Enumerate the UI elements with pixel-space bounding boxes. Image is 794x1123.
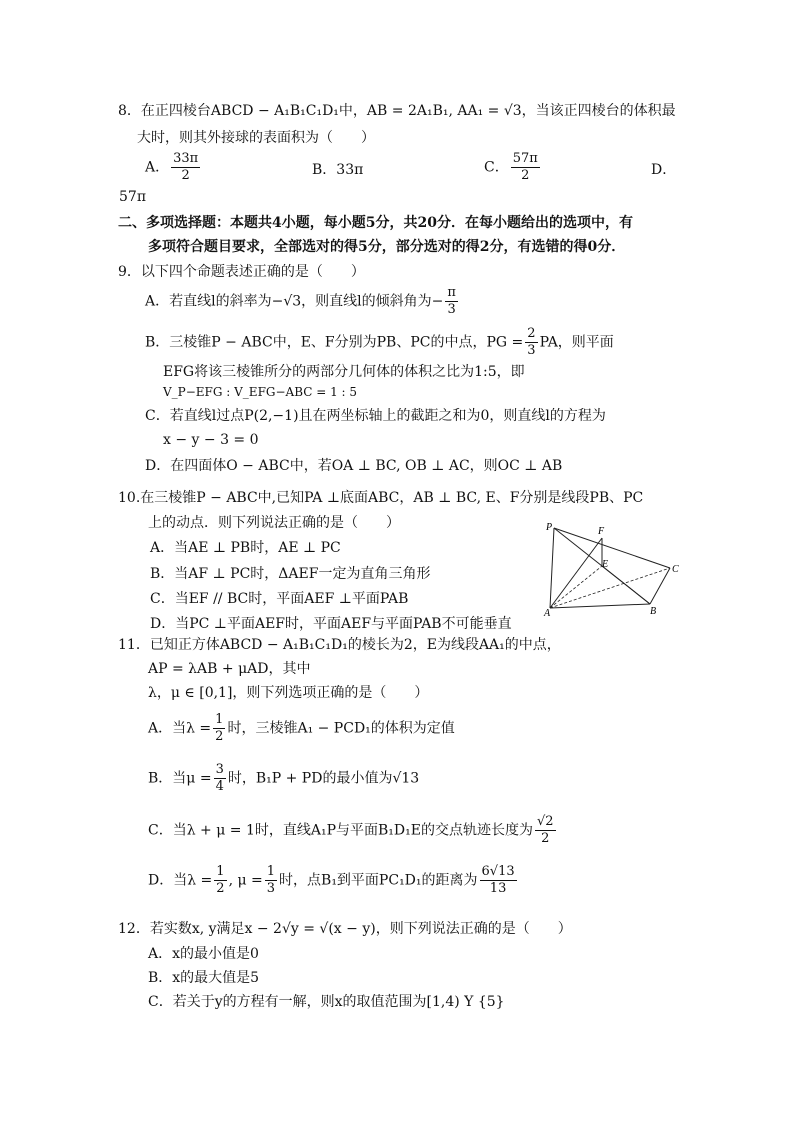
q11-option-a [148, 712, 455, 745]
q11-option-a-text-end: 时，三棱锥A₁ − PCD₁的体积为定值 [227, 720, 455, 737]
q12-stem: 12．若实数x, y满足x − 2√y = √(x − y)，则下列说法正确的是（ ） [118, 921, 572, 937]
q8-option-a [145, 151, 202, 184]
q10-option-a: A．当AE ⊥ PB时，AE ⊥ PC [150, 540, 341, 556]
q11-option-a-fraction [213, 712, 225, 745]
q10-option-d: D．当PC ⊥平面AEF时，平面AEF与平面PAB不可能垂直 [150, 616, 512, 632]
q9-option-b-fraction [525, 326, 537, 359]
q10-figure-label-e: E [602, 559, 609, 570]
q8-option-c-label: C． [484, 159, 509, 176]
q8-option-a-fraction [171, 151, 200, 184]
q10-option-c: C．当EF // BC时，平面AEF ⊥平面PAB [150, 591, 409, 607]
q8-option-c-fraction [511, 151, 540, 184]
q9-option-a [145, 285, 460, 318]
q11-option-b-numerator: 3 [215, 762, 224, 777]
q11-option-d-distance-denominator: 13 [489, 881, 507, 896]
q11-option-d-fraction-mu [265, 864, 277, 897]
q10-figure-label-b: B [650, 606, 657, 617]
q12-option-a: A．x的最小值是0 [148, 946, 259, 962]
q11-option-d-fraction-distance [480, 864, 517, 897]
q9-option-b-denominator: 3 [527, 343, 536, 358]
q9-option-d: D．在四面体O − ABC中，若OA ⊥ BC, OB ⊥ AC，则OC ⊥ AB [145, 458, 563, 474]
q8-option-c [484, 151, 542, 184]
q11-option-d-lambda-denominator: 2 [216, 881, 225, 896]
q11-stem-line1: 11．已知正方体ABCD − A₁B₁C₁D₁的棱长为2，E为线段AA₁的中点， [118, 637, 561, 653]
q9-option-b-numerator: 2 [527, 326, 536, 341]
q9-option-a-fraction [445, 285, 458, 318]
q11-option-d [148, 864, 519, 897]
q11-option-c-numerator: √2 [536, 814, 554, 829]
q11-option-d-mid: , μ = [228, 872, 263, 889]
q9-option-a-numerator: π [447, 285, 456, 300]
q8-option-a-label: A． [145, 159, 170, 176]
q9-option-b-text: B．三棱锥P − ABC中，E、F分别为PB、PC的中点，PG = [145, 334, 524, 351]
q8-option-b: B．33π [312, 162, 364, 178]
q9-option-c-line1: C．若直线l过点P(2,−1)且在两坐标轴上的截距之和为0，则直线l的方程为 [145, 408, 606, 424]
q9-option-b-line1 [145, 326, 614, 359]
q11-option-c-denominator: 2 [541, 831, 550, 846]
q11-stem-line3: λ，μ ∈ [0,1]，则下列选项正确的是（ ） [148, 685, 429, 701]
section2-header-line1: 二、多项选择题：本题共4小题，每小题5分，共20分．在每小题给出的选项中，有 [118, 215, 633, 231]
q8-option-d-value: 57π [119, 189, 147, 205]
q11-option-b [148, 762, 419, 795]
q11-option-b-denominator: 4 [215, 779, 224, 794]
q11-option-a-text: A．当λ = [148, 720, 212, 737]
q9-option-b-line3: V_P−EFG : V_EFG−ABC = 1 : 5 [163, 385, 358, 399]
q10-figure-label-f: F [598, 526, 605, 537]
q12-option-c: C．若关于y的方程有一解，则x的取值范围为[1,4) Y {5} [148, 994, 505, 1010]
q8-option-c-numerator: 57π [512, 151, 538, 166]
q10-stem-line2: 上的动点．则下列说法正确的是（ ） [148, 515, 400, 531]
q11-option-c [148, 814, 558, 847]
q8-option-a-denominator: 2 [181, 168, 190, 183]
q8-stem-line2: 大时，则其外接球的表面积为（ ） [137, 130, 375, 146]
q9-option-a-denominator: 3 [447, 302, 456, 317]
q11-option-c-fraction [535, 814, 556, 847]
q11-option-d-fraction-lambda [214, 864, 226, 897]
q10-tetrahedron-figure [540, 520, 690, 620]
q11-option-b-text: B．当μ = [148, 770, 212, 787]
q11-option-a-numerator: 1 [215, 712, 224, 727]
q8-option-d-label: D． [651, 162, 677, 178]
q11-option-d-text-end: 时，点B₁到平面PC₁D₁的距离为 [279, 872, 478, 889]
q11-option-d-mu-numerator: 1 [266, 864, 276, 879]
q11-option-c-text: C．当λ + μ = 1时，直线A₁P与平面B₁D₁E的交点轨迹长度为 [148, 822, 533, 839]
q11-stem-line2: AP = λAB + μAD，其中 [148, 661, 311, 677]
q11-option-d-distance-numerator: 6√13 [481, 864, 515, 879]
q11-option-d-mu-denominator: 3 [266, 881, 276, 896]
q11-option-b-fraction [214, 762, 226, 795]
q8-option-c-denominator: 2 [521, 168, 530, 183]
section2-header-line2: 多项符合题目要求，全部选对的得5分，部分选对的得2分，有选错的得0分． [148, 239, 626, 255]
q11-option-d-text: D．当λ = [148, 872, 213, 889]
q8-stem-line1: 8．在正四棱台ABCD − A₁B₁C₁D₁中，AB = 2A₁B₁, AA₁ = √3，当该正四棱台的体积最 [118, 103, 676, 119]
q9-option-b-line2: EFG将该三棱锥所分的两部分几何体的体积之比为1:5，即 [163, 364, 525, 380]
q9-option-c-line2: x − y − 3 = 0 [163, 432, 259, 448]
q12-option-b: B．x的最大值是5 [148, 970, 260, 986]
q9-stem: 9．以下四个命题表述正确的是（ ） [118, 264, 365, 280]
q10-figure-label-p: P [546, 522, 553, 533]
q9-option-b-text-end: PA，则平面 [539, 334, 614, 351]
q11-option-a-denominator: 2 [215, 729, 224, 744]
q10-stem-line1: 10.在三棱锥P − ABC中,已知PA ⊥底面ABC，AB ⊥ BC, E、F分别是线段PB、PC [118, 490, 644, 506]
q11-option-b-text-end: 时，B₁P + PD的最小值为√13 [227, 770, 420, 787]
q9-option-a-text: A．若直线l的斜率为−√3，则直线l的倾斜角为− [145, 293, 444, 310]
q8-option-a-numerator: 33π [173, 151, 199, 166]
q10-figure-label-c: C [672, 564, 679, 575]
q11-option-d-lambda-numerator: 1 [216, 864, 225, 879]
q10-figure-label-a: A [544, 608, 551, 619]
q10-option-b: B．当AF ⊥ PC时，ΔAEF一定为直角三角形 [150, 566, 431, 582]
